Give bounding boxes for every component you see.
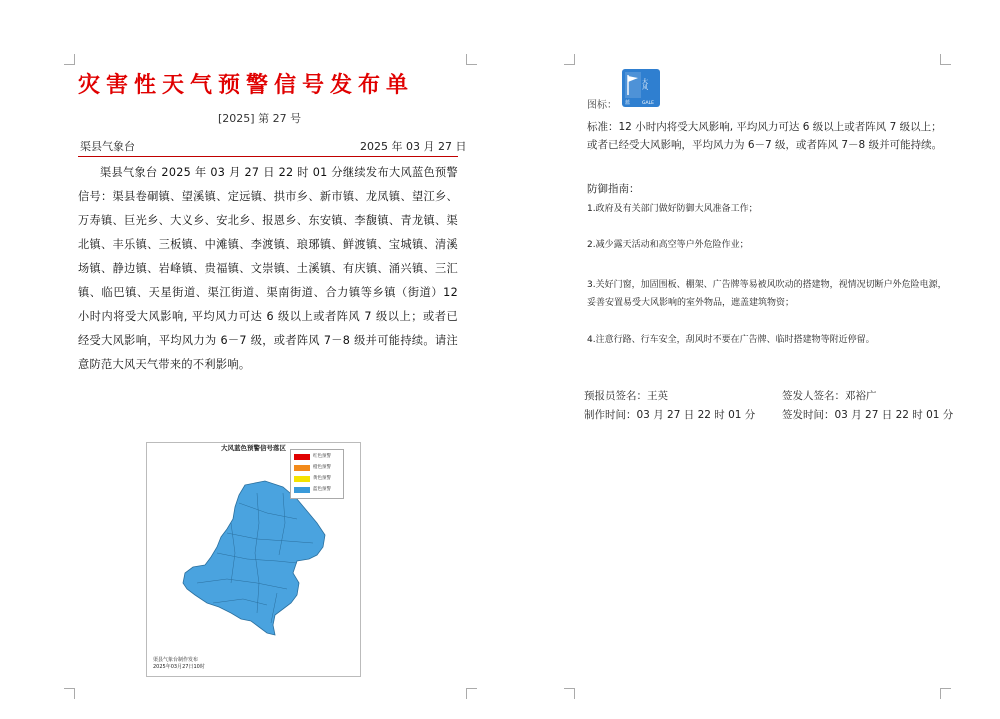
map-footer-time: 2025年03月27日10时 [153, 664, 205, 670]
defense-guide-heading: 防御指南： [587, 183, 640, 195]
legend-label: 红色预警 [313, 454, 331, 459]
svg-text:大风: 大风 [640, 78, 648, 90]
warning-body: 渠县气象台 2025 年 03 月 27 日 22 时 01 分继续发布大风蓝色预警信号：渠县卷硐镇、望溪镇、定远镇、拱市乡、新市镇、龙凤镇、望江乡、万寿镇、巨光乡、大义乡、安北乡、报恩乡、东安镇、李馥镇、青龙镇、渠北镇、丰乐镇、三板镇、中滩镇、李渡镇、琅琊镇、鲜渡镇、宝城镇、清溪场镇、静边镇、岩峰镇、贵福镇、文崇镇、土溪镇、有庆镇、涌兴镇、三汇镇、临巴镇、天星街道、渠江街道、渠南街道、合力镇等乡镇（街道）12 小时内将受大风影响, 平均风力可达 6 级以上或者阵风 7 级以上；或者已经受大风影响，平均风力为 6－7 级，或者阵风 7－8 级并可能持续。请注意防范大风天气带来的不利影响。 [78, 166, 458, 371]
document-title: 灾害性天气预警信号发布单 [78, 72, 415, 98]
svg-text:蓝: 蓝 [625, 100, 631, 106]
legend-swatch-blue [294, 487, 310, 493]
legend-label: 橙色预警 [313, 465, 331, 470]
issue-number: [2025] 第 27 号 [218, 112, 302, 125]
legend-label: 蓝色预警 [313, 487, 331, 492]
map-title: 大风蓝色预警信号落区 [221, 444, 286, 452]
red-divider [78, 156, 458, 157]
icon-label: 图标： [587, 100, 617, 111]
issued-time: 签发时间：03 月 27 日 22 时 01 分 [782, 409, 954, 421]
crop-mark [466, 54, 477, 65]
map-footer [153, 657, 205, 671]
legend-swatch-yellow [294, 476, 310, 482]
legend-label: 黄色预警 [313, 476, 331, 481]
svg-text:GALE: GALE [642, 101, 654, 106]
crop-mark [64, 688, 75, 699]
map-footer-org: 渠县气象台制作发布 [153, 657, 199, 663]
issuer: 渠县气象台 [80, 140, 135, 153]
crop-mark [564, 688, 575, 699]
crop-mark [64, 54, 75, 65]
guide-item-2: 2.减少露天活动和高空等户外危险作业； [587, 240, 749, 250]
crop-mark [564, 54, 575, 65]
right-page [500, 0, 1000, 719]
guide-item-4: 4.注意行路、行车安全，刮风时不要在广告牌、临时搭建物等附近停留。 [587, 335, 875, 345]
gale-blue-warning-icon [622, 69, 660, 107]
crop-mark [940, 688, 951, 699]
county-region [183, 481, 325, 635]
guide-item-1: 1.政府及有关部门做好防御大风准备工作； [587, 204, 758, 214]
legend-swatch-red [294, 454, 310, 460]
guide-item-3: 3.关好门窗，加固围板、棚架、广告牌等易被风吹动的搭建物，视情况切断户外危险电源，妥善安置易受大风影响的室外物品，遮盖建筑物资； [587, 280, 947, 308]
map-legend [290, 449, 344, 499]
signer-signature: 签发人签名：邓裕广 [782, 390, 877, 402]
warning-map [146, 442, 361, 677]
forecaster-signature: 预报员签名：王英 [584, 390, 668, 402]
legend-swatch-orange [294, 465, 310, 471]
crop-mark [940, 54, 951, 65]
crop-mark [466, 688, 477, 699]
issue-date: 2025 年 03 月 27 日 [360, 140, 467, 153]
made-time: 制作时间：03 月 27 日 22 时 01 分 [584, 409, 756, 421]
warning-standard: 标准：12 小时内将受大风影响, 平均风力可达 6 级以上或者阵风 7 级以上；或者已经受大风影响，平均风力为 6－7 级，或者阵风 7－8 级并可能持续。 [587, 121, 943, 151]
